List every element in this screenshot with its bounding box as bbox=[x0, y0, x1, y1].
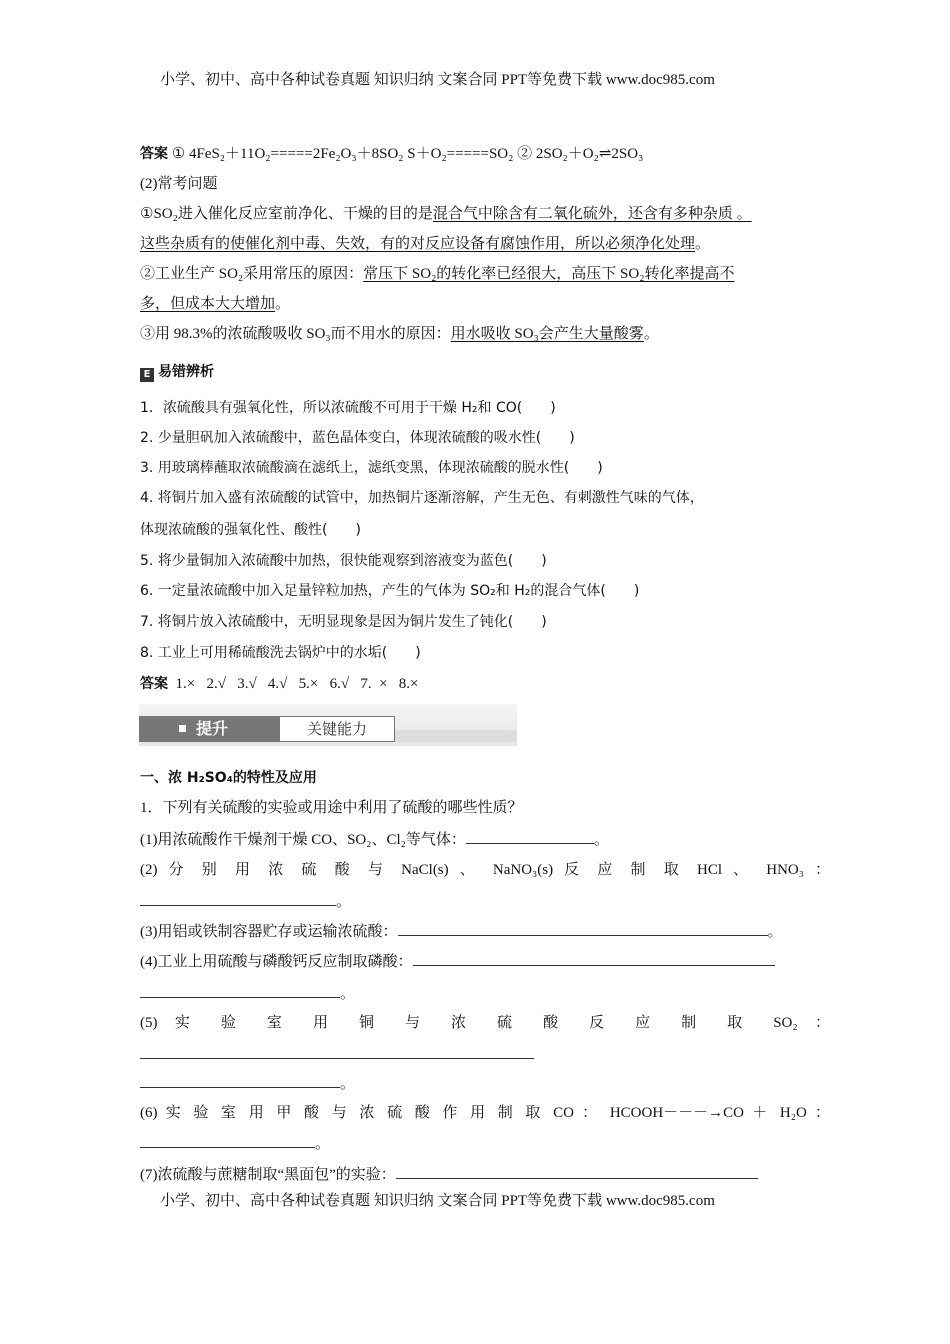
answer-blank[interactable] bbox=[140, 891, 336, 906]
errors-title: 易错辨析 bbox=[158, 364, 214, 380]
answer-text: 这些杂质有的使催化剂中毒、失效，有的对反应设备有腐蚀作用，所以必须净化处理 bbox=[140, 236, 696, 252]
period: 。 bbox=[336, 894, 352, 910]
answer-label: 答案 bbox=[140, 146, 168, 162]
answer-line bbox=[140, 143, 830, 165]
error-item: 5. 将少量铜加入浓硫酸中加热，很快能观察到溶液变为蓝色( ) bbox=[140, 553, 547, 569]
answer-blank[interactable] bbox=[466, 829, 594, 844]
error-item: 3. 用玻璃棒蘸取浓硫酸滴在滤纸上，滤纸变黑，体现浓硫酸的脱水性( ) bbox=[140, 460, 603, 476]
period: 。 bbox=[767, 924, 783, 940]
part-7 bbox=[140, 1164, 830, 1186]
square-icon bbox=[179, 725, 186, 732]
banner-label: 关键能力 bbox=[279, 716, 395, 742]
answer-text: 多，但成本大大增加 bbox=[140, 296, 276, 312]
question-text: ②工业生产 SO₂采用常压的原因： bbox=[140, 266, 364, 282]
error-item: 6. 一定量浓硫酸中加入足量锌粒加热，产生的气体为 SO₂和 H₂的混合气体( ) bbox=[140, 583, 640, 599]
period: 。 bbox=[593, 832, 609, 848]
part-2: (2) 分 别 用 浓 硫 酸 与 NaCl(s) 、 NaNO₃(s) 反 应 制 取 HCl 、 HNO₃ ： bbox=[140, 862, 830, 878]
banner-strip bbox=[395, 730, 517, 742]
period: 。 bbox=[340, 986, 356, 1002]
part-5: (5) 实 验 室 用 铜 与 浓 硫 酸 反 应 制 取 SO₂ ： bbox=[140, 1015, 830, 1031]
error-item: 4. 将铜片加入盛有浓硫酸的试管中，加热铜片逐渐溶解，产生无色、有刺激性气味的气体， bbox=[140, 490, 704, 506]
part-6: (6) 实 验 室 用 甲 酸 与 浓 硫 酸 作 用 制 取 CO ： HCOOH－－－→CO ＋ H₂O ： bbox=[140, 1105, 830, 1121]
part-text: (4)工业上用硫酸与磷酸钙反应制取磷酸： bbox=[140, 954, 413, 970]
part-text: (3)用铝或铁制容器贮存或运输浓硫酸： bbox=[140, 924, 398, 940]
answer-blank[interactable] bbox=[398, 921, 768, 936]
part-4 bbox=[140, 951, 830, 973]
part-2-blank bbox=[140, 891, 830, 913]
answer-equations: ① 4FeS₂＋11O₂=====2Fe₂O₃＋8SO₂ S＋O₂=====SO₂ ② 2SO₂＋O₂⇌2SO₃ bbox=[168, 146, 644, 162]
page-footer: 小学、初中、高中各种试卷真题 知识归纳 文案合同 PPT等免费下载 www.doc985.com bbox=[160, 1193, 715, 1209]
answer-text: 用水吸收 SO₃会产生大量酸雾 bbox=[450, 326, 644, 342]
part-text: (7)浓硫酸与蔗糖制取“黑面包”的实验： bbox=[140, 1167, 396, 1183]
period: 。 bbox=[340, 1076, 356, 1092]
question-1-cont bbox=[140, 233, 830, 255]
section-banner bbox=[139, 704, 517, 746]
error-item: 7. 将铜片放入浓硫酸中，无明显现象是因为铜片发生了钝化( ) bbox=[140, 614, 547, 630]
answer-text: 常压下 SO₂的转化率已经很大，高压下 SO₂转化率提高不 bbox=[363, 266, 735, 282]
part-4-blank bbox=[140, 983, 830, 1005]
errors-answer bbox=[140, 673, 830, 695]
answer-blank[interactable] bbox=[413, 951, 775, 966]
errors-heading bbox=[140, 361, 830, 383]
part-6-blank bbox=[140, 1133, 830, 1155]
answer-blank[interactable] bbox=[140, 1133, 315, 1148]
error-item: 体现浓硫酸的强氧化性、酸性( ) bbox=[140, 522, 361, 538]
question-2 bbox=[140, 263, 830, 285]
page-header: 小学、初中、高中各种试卷真题 知识归纳 文案合同 PPT等免费下载 www.doc985.com bbox=[160, 72, 715, 88]
question-3 bbox=[140, 323, 830, 345]
banner-tag bbox=[139, 716, 279, 742]
subsection-title: (2)常考问题 bbox=[140, 176, 218, 192]
error-item: 1．浓硫酸具有强氧化性，所以浓硫酸不可用于干燥 H₂和 CO( ) bbox=[140, 400, 556, 416]
question-text: ③用 98.3%的浓硫酸吸收 SO₃而不用水的原因： bbox=[140, 326, 451, 342]
section-e-icon: E bbox=[140, 368, 154, 382]
answer-text: 混合气中除含有二氧化硫外，还含有多种杂质 。 bbox=[432, 206, 752, 222]
period: 。 bbox=[315, 1136, 331, 1152]
period: 。 bbox=[275, 296, 291, 312]
question-1 bbox=[140, 203, 830, 225]
part-text: (1)用浓硫酸作干燥剂干燥 CO、SO₂、Cl₂等气体： bbox=[140, 832, 466, 848]
answer-text: 1.× 2.√ 3.√ 4.√ 5.× 6.√ 7. × 8.× bbox=[168, 676, 419, 692]
answer-blank[interactable] bbox=[140, 1044, 534, 1059]
answer-blank[interactable] bbox=[396, 1164, 758, 1179]
answer-blank[interactable] bbox=[140, 983, 340, 998]
error-item: 8. 工业上可用稀硫酸洗去锅炉中的水垢( ) bbox=[140, 645, 421, 661]
part-1 bbox=[140, 829, 830, 851]
question: 1．下列有关硫酸的实验或用途中利用了硫酸的哪些性质？ bbox=[140, 800, 523, 816]
section-title: 一、浓 H₂SO₄的特性及应用 bbox=[140, 770, 317, 786]
question-2-cont bbox=[140, 293, 830, 315]
period: 。 bbox=[643, 326, 659, 342]
error-item: 2. 少量胆矾加入浓硫酸中，蓝色晶体变白，体现浓硫酸的吸水性( ) bbox=[140, 430, 575, 446]
part-5-blank-2 bbox=[140, 1073, 830, 1095]
period: 。 bbox=[695, 236, 711, 252]
question-text: ①SO₂进入催化反应室前净化、干燥的目的是 bbox=[140, 206, 433, 222]
banner-tag-text: 提升 bbox=[196, 719, 229, 738]
part-3 bbox=[140, 921, 830, 943]
part-5-blank bbox=[140, 1044, 830, 1066]
answer-label: 答案 bbox=[140, 676, 168, 692]
answer-blank[interactable] bbox=[140, 1073, 340, 1088]
